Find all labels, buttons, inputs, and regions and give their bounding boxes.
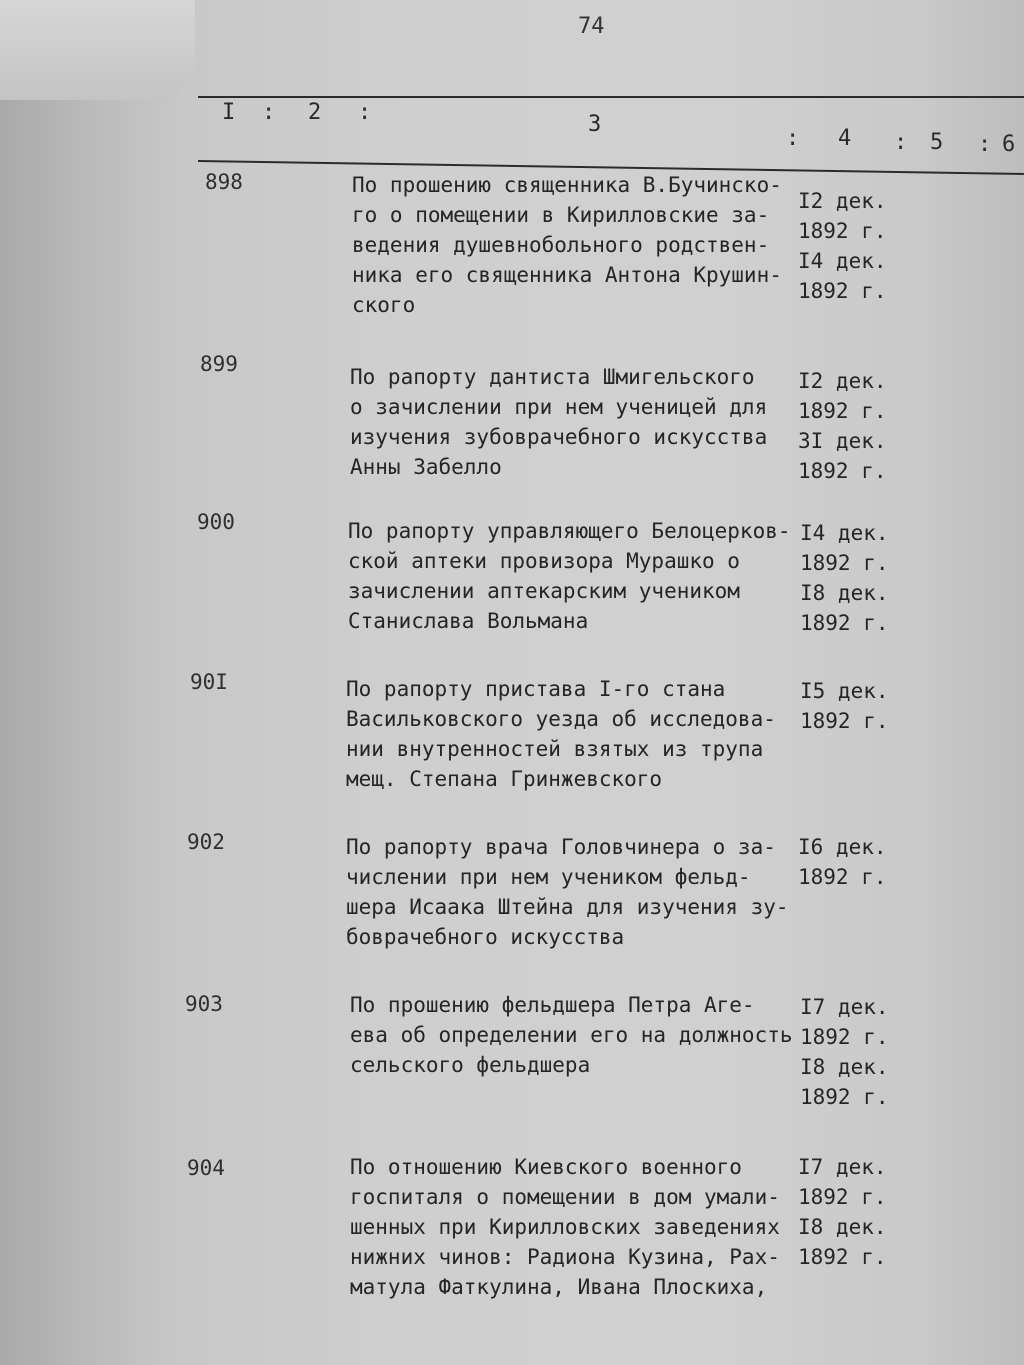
record-dates [800,518,889,638]
description-line: го о помещении в Кирилловские за- [352,203,770,227]
record-dates [798,366,887,486]
description-line: По прошению священника В.Бучинско- [352,173,782,197]
column-5-header: 5 [930,130,944,155]
date-line: 1892 г. [800,551,889,575]
record-number: 904 [187,1156,225,1180]
description-line: сельского фельдшера [350,1053,591,1077]
date-line: I8 дек. [800,1055,889,1079]
date-line: 1892 г. [798,459,887,483]
record-number: 900 [197,510,235,534]
date-line: I6 дек. [798,835,887,859]
record-number: 898 [205,170,243,194]
description-line: ева об определении его на должность [350,1023,793,1047]
record-description [352,170,802,320]
date-line: I8 дек. [800,581,889,605]
record-description [350,362,800,482]
column-1-header: I [222,100,236,125]
date-line: I5 дек. [800,679,889,703]
date-line: 1892 г. [798,1245,887,1269]
description-line: ского [352,293,416,317]
column-separator: : [262,100,276,125]
description-line: ской аптеки провизора Мурашко о [348,549,740,573]
description-line: боврачебного искусства [346,925,625,949]
date-line: 1892 г. [798,1185,887,1209]
column-4-header: 4 [838,126,852,151]
record-dates [800,992,889,1112]
column-separator: : [978,132,992,157]
date-line: 1892 г. [798,399,887,423]
description-line: Васильковского уезда об исследова- [346,707,776,731]
record-dates [798,1152,887,1272]
header-top-rule [198,96,1024,98]
description-line: госпиталя о помещении в дом умали- [350,1185,780,1209]
date-line: I4 дек. [800,521,889,545]
record-description [346,674,796,794]
date-line: 1892 г. [798,279,887,303]
description-line: о зачислении при нем ученицей для [350,395,768,419]
description-line: зачислении аптекарским учеником [348,579,740,603]
description-line: По рапорту пристава I-го стана [346,677,726,701]
date-line: I4 дек. [798,249,887,273]
date-line: I8 дек. [798,1215,887,1239]
facing-page-edge [0,0,195,100]
record-dates [798,832,887,892]
description-line: числении при нем учеником фельд- [346,865,751,889]
record-dates [800,676,889,736]
date-line: 1892 г. [798,865,887,889]
column-separator: : [358,100,372,125]
date-line: 1892 г. [800,1085,889,1109]
date-line: 1892 г. [798,219,887,243]
description-line: нии внутренностей взятых из трупа [346,737,764,761]
page-number: 74 [578,14,605,39]
description-line: шера Исаака Штейна для изучения зу- [346,895,789,919]
description-line: нижних чинов: Радиона Кузина, Рах- [350,1245,780,1269]
description-line: По отношению Киевского военного [350,1155,742,1179]
record-number: 90I [190,670,228,694]
date-line: 1892 г. [800,611,889,635]
date-line: I7 дек. [798,1155,887,1179]
date-line: I2 дек. [798,189,887,213]
description-line: Станислава Вольмана [348,609,589,633]
record-number: 903 [185,992,223,1016]
description-line: шенных при Кирилловских заведениях [350,1215,780,1239]
description-line: По прошению фельдшера Петра Аге- [350,993,755,1017]
description-line: ника его священника Антона Крушин- [352,263,782,287]
record-description [346,832,796,952]
date-line: 3I дек. [798,429,887,453]
column-separator: : [786,126,800,151]
date-line: I2 дек. [798,369,887,393]
description-line: Анны Забелло [350,455,502,479]
description-line: изучения зубоврачебного искусства [350,425,768,449]
date-line: I7 дек. [800,995,889,1019]
column-6-header: 6 [1002,132,1016,157]
date-line: 1892 г. [800,1025,889,1049]
date-line: 1892 г. [800,709,889,733]
record-description [350,990,800,1080]
description-line: По рапорту врача Головчинера о за- [346,835,776,859]
column-3-header: 3 [588,112,602,137]
record-description [350,1152,800,1302]
description-line: По рапорту дантиста Шмигельского [350,365,755,389]
description-line: По рапорту управляющего Белоцерков- [348,519,791,543]
column-2-header: 2 [308,100,322,125]
record-number: 899 [200,352,238,376]
record-description [348,516,798,636]
description-line: мещ. Степана Гринжевского [346,767,663,791]
description-line: ведения душевнобольного родствен- [352,233,770,257]
description-line: матула Фаткулина, Ивана Плоскиха, [350,1275,768,1299]
record-number: 902 [187,830,225,854]
record-dates [798,186,887,306]
column-separator: : [894,130,908,155]
